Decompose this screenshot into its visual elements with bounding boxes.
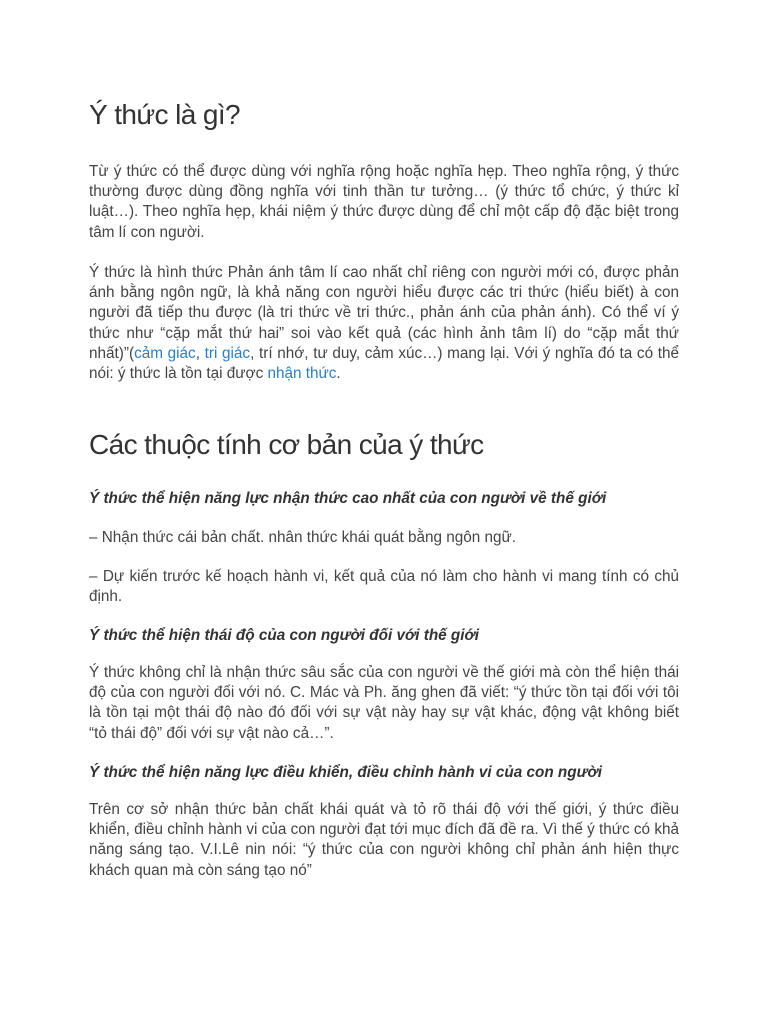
sub3-paragraph-1: Trên cơ sở nhận thức bản chất khái quát và tỏ rõ thái độ với thế giới, ý thức điều khiển, điều chỉnh hành vi của con người đạt tới mục đích đã đề ra. Vì thế ý thức có khả năng sáng tạo. V.I.Lê nin nói: “ý thức của con người không chỉ phản ánh hiện thực khách quan mà còn sáng tạo nó” — [89, 801, 679, 879]
section-title: Các thuộc tính cơ bản của ý thức — [89, 429, 484, 460]
intro-paragraph-2-text-c: . — [336, 365, 341, 383]
sub1-paragraph-1: – Nhận thức cái bản chất. nhân thức khái quát bằng ngôn ngữ. — [89, 529, 517, 546]
intro-paragraph-1: Từ ý thức có thể được dùng với nghĩa rộng hoặc nghĩa hẹp. Theo nghĩa rộng, ý thức thường được dùng đồng nghĩa với tinh thần tư tưởng… (ý thức tổ chức, ý thức kỉ luật…). Theo nghĩa hẹp, khái niệm ý thức được dùng để chỉ một cấp độ đặc biệt trong tâm lí con người. — [89, 163, 679, 241]
sub1-paragraph-2: – Dự kiến trước kế hoạch hành vi, kết quả của nó làm cho hành vi mang tính có chủ định. — [89, 568, 679, 606]
intro-paragraph-2 — [89, 263, 679, 384]
intro-paragraph-2-text-b: , trí nhớ, tư duy, cảm xúc…) mang lại. Với ý nghĩa đó ta có thể nói: ý thức là tồn tại được — [89, 344, 680, 383]
intro-paragraph-2-text-a: Ý thức là hình thức Phản ánh tâm lí cao nhất chỉ riêng con người mới có, được phản ánh bằng ngôn ngữ, là khả năng con người hiểu được các tri thức (hiểu biết) à con người đã tiếp thu được (là tri thức về tri thức., phản ánh của phản ánh). Có thể ví ý thức như “cặp mắt thứ hai” soi vào kết quả (các hình ảnh tâm lí) do “cặp mắt thứ nhất)”( — [89, 264, 679, 362]
subheading-2: Ý thức thể hiện thái độ của con người đối với thế giới — [89, 627, 480, 644]
link-cam-giac[interactable]: cảm giác — [134, 344, 196, 362]
subheading-3: Ý thức thể hiện năng lực điều khiển, điều chỉnh hành vi của con người — [89, 764, 603, 781]
intro-paragraph-2-sep: , — [195, 344, 205, 362]
link-nhan-thuc[interactable]: nhận thức — [267, 365, 337, 383]
link-tri-giac[interactable]: tri giác — [204, 344, 251, 362]
sub2-paragraph-1: Ý thức không chỉ là nhận thức sâu sắc của con người về thế giới mà còn thể hiện thái độ của con người đối với nó. C. Mác và Ph. ăng ghen đã viết: “ý thức tồn tại đối với tôi là tồn tại một thái độ nào đó đối với sự vật này hay sự vật khác, động vật không biết “tỏ thái độ” đối với sự vật nào cả…”. — [89, 664, 679, 742]
page-title: Ý thức là gì? — [89, 99, 241, 130]
subheading-1: Ý thức thể hiện năng lực nhận thức cao nhất của con người về thế giới — [89, 490, 607, 507]
